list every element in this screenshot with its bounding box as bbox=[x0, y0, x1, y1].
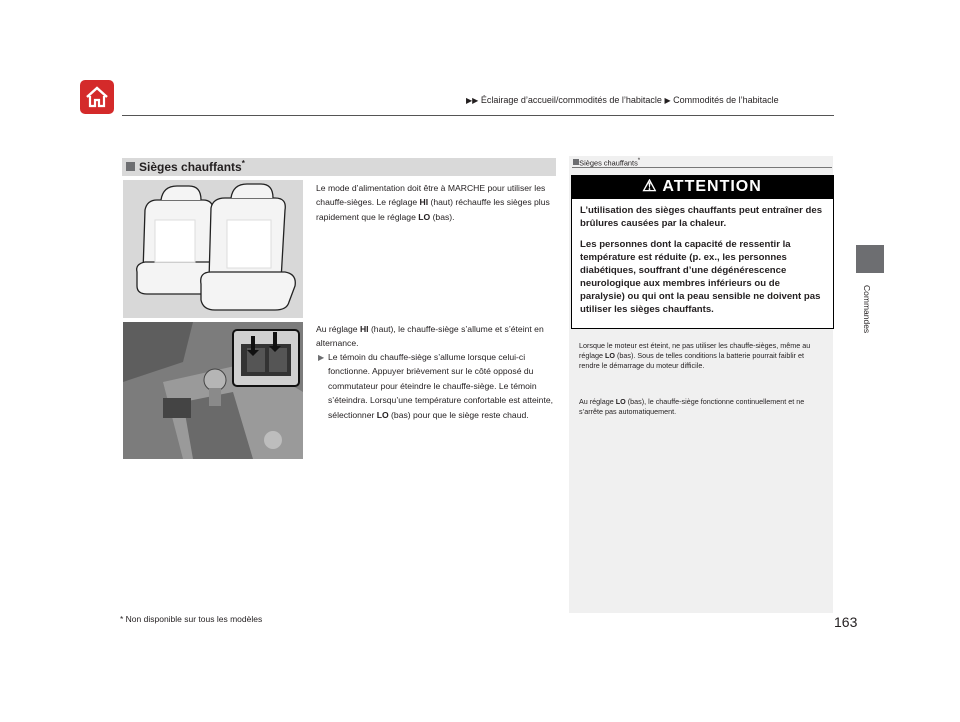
sidebar-rule bbox=[572, 167, 832, 168]
attention-header: ⚠ ATTENTION bbox=[571, 175, 833, 199]
header-rule bbox=[122, 115, 834, 116]
footnote: * Non disponible sur tous les modèles bbox=[120, 614, 263, 624]
heated-seat-switch-illustration bbox=[123, 322, 303, 459]
warning-icon: ⚠ bbox=[642, 178, 658, 195]
sidebar-note-2: Au réglage LO (bas), le chauffe-siège fonctionne continuellement et ne s’arrête pas automatiquement. bbox=[579, 397, 805, 417]
indicator-paragraph: ▶ Le témoin du chauffe-siège s’allume lorsque celui-ci fonctionne. Appuyer brièvement sur le côté opposé du commutateur pour éteindre le chauffe-siège. Le témoin s’éteindra. Lorsqu’une température confortable est atteinte, sélectionner LO (bas) pour que le siège reste chaud. bbox=[318, 352, 554, 420]
chevron-right-icon: ▶ bbox=[664, 96, 671, 105]
heated-seats-illustration bbox=[123, 180, 303, 318]
sidebar-heading: Sièges chauffants* bbox=[579, 157, 641, 168]
sidebar-note-1: Lorsque le moteur est éteint, ne pas utiliser les chauffe-sièges, même au réglage LO (bas). Sous de telles conditions la batterie pourrait faiblir et rendre le démarrage du moteur difficile. bbox=[579, 341, 811, 371]
arrow-right-icon: ▶ bbox=[318, 353, 325, 362]
hi-setting-paragraph: Au réglage HI (haut), le chauffe-siège s’allume et s’éteint en alternance. bbox=[316, 324, 544, 349]
home-icon[interactable] bbox=[80, 80, 114, 114]
attention-text-1: L’utilisation des sièges chauffants peut entraîner des brûlures causées par la chaleur. bbox=[580, 205, 823, 229]
intro-paragraph: Le mode d’alimentation doit être à MARCHE pour utiliser les chauffe-sièges. Le réglage HI (haut) réchauffe les sièges plus rapidement que le réglage LO (bas). bbox=[316, 183, 550, 222]
chapter-tab-label: Commandes bbox=[862, 285, 872, 334]
chevron-right-icon: ▶▶ bbox=[466, 96, 479, 105]
chapter-tab[interactable] bbox=[856, 245, 884, 273]
breadcrumb bbox=[466, 95, 779, 105]
breadcrumb-item-1[interactable]: Éclairage d’accueil/commodités de l’habitacle bbox=[480, 95, 662, 105]
section-title: Sièges chauffants* bbox=[139, 159, 245, 174]
square-bullet-icon bbox=[126, 162, 135, 171]
breadcrumb-item-2[interactable]: Commodités de l’habitacle bbox=[673, 95, 779, 105]
page-number: 163 bbox=[834, 614, 858, 630]
attention-text-2: Les personnes dont la capacité de ressentir la température est réduite (p. ex., les personnes diabétiques, souffrant d’une dégénérescence neurologique aux membres inférieurs ou de paralysie) ou qui ont la peau sensible ne doivent pas utiliser les sièges chauffants. bbox=[580, 239, 821, 315]
